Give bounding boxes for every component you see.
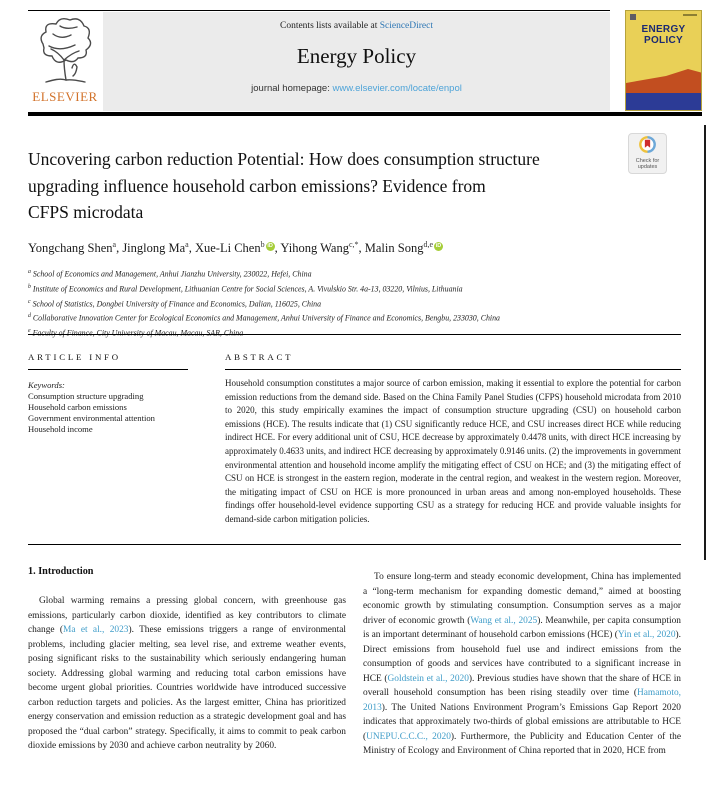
homepage-link[interactable]: www.elsevier.com/locate/enpol [332,83,462,94]
cover-bottom-band [626,93,701,110]
affiliation: $^b$ Institute of Economics and Rural Development, Lithuanian Centre for Social Sciences, A. Vivulskio Str. 4a-13, 03220, Vilnius, Lithuania [28,283,463,294]
article-title: Uncovering carbon reduction Potential: How does consumption structure upgrading influence household carbon emissions? Evidence from CFPS microdata [28,149,540,222]
author: Yongchang Shen$^a$, [28,240,123,256]
elsevier-wordmark: ELSEVIER [32,89,98,104]
article-info-heading: ARTICLE INFO [28,352,121,362]
elsevier-logo[interactable] [28,14,102,111]
affiliation: $^a$ School of Economics and Management, Anhui Jianzhu University, 230022, Hefei, China [28,269,312,279]
affiliations [28,266,681,340]
badge-label: Check for updates [635,158,660,170]
keyword: Household carbon emissions [28,402,127,412]
intro-right-column [363,570,681,759]
abstract-text: Household consumption constitutes a major source of carbon emission, making it essential to explore the potential for carbon emission reductions from the demand side. Based on the China Family Panel Studies (CFPS) household microdata from 2010 to 2020, this study empirically examines the impact of consumption structure upgrading (CSU) on household carbon emissions (HCE). The results indicate that (1) CSU significantly reduce HCE, and CSU increases direct HCE while reducing indirect HCE. For every additional unit of CSU, HCE decrease by approximately 0.4478 units, with direct HCE increasing by approximately 0.4633 units, and indirect HCE decreasing by approximately 0.9146 units. (2) the improvements in government environmental attention and household income amplify the mitigating effect of CSU on HCE; and (3) the mitigating effect of CSU on HCE is strongest in the eastern region, moderate in the central region, and weakest in the western region. Moreover, the mitigating impact of CSU on HCE is more pronounced in urban areas and among non-employed households. These findings offer household-level evidence supporting CSU as a strategy for reducing HCE and provide valuable insights for demand-side carbon mitigation policies. [225,378,681,524]
info-section-top-rule [28,334,681,335]
header-bottom-bar [28,112,702,116]
affiliation: e [28,328,31,335]
affiliation: $^d$ Collaborative Innovation Center for Ecological Economics and Management, Anhui University of Finance and Economics, Bengbu, 233030, China [28,313,500,324]
homepage-line [103,83,610,94]
elsevier-tree-icon [33,14,97,88]
keyword: Household income [28,424,93,434]
abstract-heading: ABSTRACT [225,352,294,362]
section-heading-introduction: 1. Introduction [28,566,94,577]
author: Yihong Wang$^{c,*}$, [280,240,365,256]
cover-mountain-art-icon [626,67,702,93]
citation-link[interactable]: Goldstein et al., 2020 [387,673,469,684]
check-for-updates-badge[interactable] [628,133,667,174]
keyword: Consumption structure upgrading [28,391,144,401]
keywords-label: Keywords: [28,380,65,390]
crossmark-icon [639,136,656,153]
affiliation: $^c$ School of Statistics, Dongbei University of Finance and Economics, Dalian, 116025, China [28,298,322,309]
keyword: Government environmental attention [28,413,155,423]
author: Malin Song$^{d,e}$ iD [364,240,442,256]
abstract-rule [225,369,681,370]
citation-link[interactable]: Hamamoto, 2013 [363,688,681,713]
keywords-block [28,380,208,435]
author-list [28,240,668,256]
cover-title: ENERGY POLICY [641,24,686,46]
cover-publisher-mark-icon [630,14,636,20]
sciencedirect-link[interactable]: ScienceDirect [379,21,433,31]
citation-link[interactable]: Yin et al., 2020 [617,630,676,640]
page-edge-line [704,125,706,560]
intro-left-column [28,594,346,754]
intro-paragraph-left: Global warming remains a pressing global concern, with greenhouse gas emissions, particularly carbon dioxide, identified as key contributors to climate change (Ma et al., 2023). These emissions triggers a range of environmental problems, including glacier melting, sea level rise, and extreme weather events, posing significant risks to the sustainability which seriously endangering human society. Addressing global warming and reducing total carbon emissions have become urgent global priorities. Countries worldwide have introduced successive carbon reduction targets and policies. As the largest emitter, China has prioritized energy conservation and emission reduction as a strategic development goal and has proposed the “dual carbon” strategy. Specifically, it aims to commit to peak carbon dioxide emissions by 2030 and achieve carbon neutrality by 2060. [28,596,346,751]
contents-line [103,21,610,31]
orcid-icon[interactable]: iD [435,243,442,249]
cover-volume-mark [683,14,697,16]
citation-link[interactable]: Wang et al., 2025 [470,615,538,626]
article-info-rule [28,369,188,370]
orcid-icon[interactable]: iD [267,243,273,249]
intro-paragraph-right: To ensure long-term and steady economic development, China has implemented a “long-term mechanism for expanding domestic demand,” aimed at boosting economic growth by stimulating consumption. Consumption serves as a major driver of economic growth (Wang et al., 2025). Meanwhile, per capita consumption is an important determinant of household carbon emissions (HCE) (Yin et al., 2020). Direct emissions from household fuel use and indirect emissions from the consumption of goods and services have contributed to a significant increase in HCE (Goldstein et al., 2020). Previous studies have shown that the share of HCE in overall household consumption has been rising steadily over time (Hamamoto, 2013). The United Nations Environment Program’s Emissions Gap Report 2020 indicates that approximately two-thirds of global emissions are attributable to HCE (UNEPU.C.C.C., 2020). Furthermore, the Publicity and Education Center of the Ministry of Ecology and Environment of China reported that in 2020, HCE from [363,572,682,756]
journal-banner [103,12,610,111]
homepage-prefix: journal homepage: [251,83,333,94]
journal-title: Energy Policy [296,44,417,68]
author: Xue-Li Chen$^b$ iD , [194,240,281,256]
citation-link[interactable]: Ma et al., 2023 [63,625,129,635]
author: Jinglong Ma$^a$, [122,240,195,256]
contents-prefix: Contents lists available at [279,21,380,31]
citation-link[interactable]: UNEPU.C.C.C., 2020 [366,731,451,742]
info-section-bottom-rule [28,544,681,545]
journal-cover-thumbnail[interactable] [625,10,702,111]
header-top-rule [28,10,610,11]
